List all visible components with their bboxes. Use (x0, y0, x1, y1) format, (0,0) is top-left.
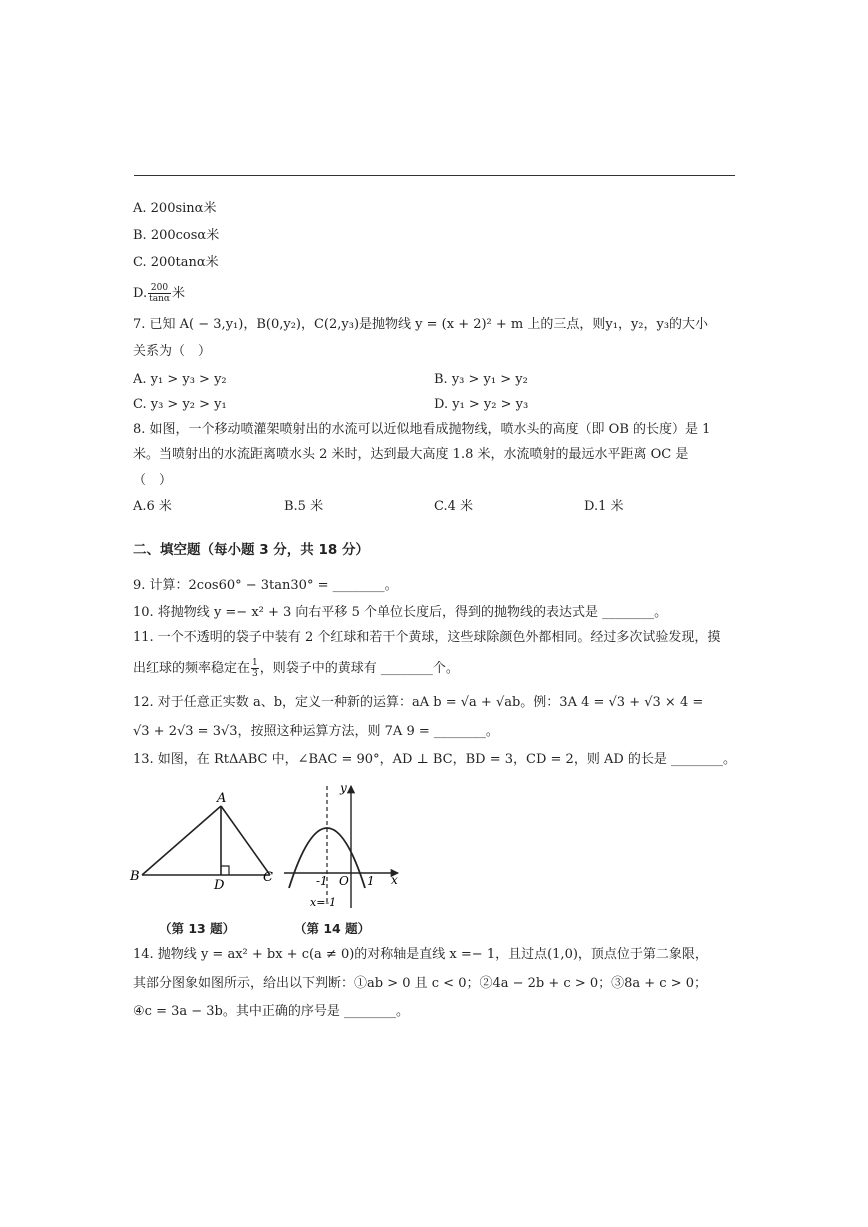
q8-option-c: C.4 米 (434, 499, 474, 514)
q8-option-b: B.5 米 (284, 499, 324, 514)
figure-14-parabola (280, 778, 405, 910)
label-y: y (340, 781, 347, 795)
q8-option-d: D.1 米 (584, 499, 624, 514)
label-d: D (214, 878, 225, 893)
q6-option-b: B. 200cosα米 (133, 228, 220, 243)
q6-option-d (133, 281, 185, 307)
q8-stem-line2: 米。当喷射出的水流距离喷水头 2 米时，达到最大高度 1.8 米，水流喷射的最远水平距离 OC 是 (133, 447, 689, 462)
q13-stem: 13. 如图，在 RtΔABC 中，∠BAC = 90°，AD ⊥ BC，BD = 3，CD = 2，则 AD 的长是 ________。 (133, 752, 737, 767)
label-neg-one: -1 (316, 874, 328, 888)
q6-option-c: C. 200tanα米 (133, 255, 219, 270)
q14-stem-line1: 14. 抛物线 y = ax² + bx + c(a ≠ 0)的对称轴是直线 x =− 1，且过点(1,0)，顶点位于第二象限， (133, 947, 708, 962)
header-rule (134, 175, 735, 176)
q6-option-a: A. 200sinα米 (133, 201, 217, 216)
q6-d-denominator: tanα (149, 294, 170, 304)
q11-line2-suffix: ，则袋子中的黄球有 ________个。 (259, 661, 459, 676)
q11-stem-line1: 11. 一个不透明的袋子中装有 2 个红球和若干个黄球，这些球除颜色外都相同。经过多次试验发现，摸 (133, 630, 721, 645)
q10-stem: 10. 将抛物线 y =− x² + 3 向右平移 5 个单位长度后，得到的抛物线的表达式是 ________。 (133, 605, 668, 620)
q12-stem-line2: √3 + 2√3 = 3√3，按照这种运算方法，则 7A 9 = ________。 (133, 724, 499, 739)
q6-d-suffix: 米 (171, 286, 185, 301)
q11-frac-denominator: 3 (252, 669, 258, 679)
figure-14-caption: （第 14 题） (294, 921, 371, 936)
q11-stem-line2 (133, 656, 459, 682)
q14-stem-line2: 其部分图象如图所示，给出以下判断：①ab > 0 且 c < 0；②4a − 2b + c > 0；③8a + c > 0； (133, 976, 707, 991)
section-heading: 二、填空题（每小题 3 分，共 18 分） (133, 542, 369, 558)
q11-frac-numerator: 1 (252, 658, 258, 668)
figure-13-caption: （第 13 题） (159, 921, 236, 936)
q8-option-a: A.6 米 (133, 499, 172, 514)
label-one: 1 (367, 874, 375, 888)
segment-ab (142, 806, 221, 875)
figure-13-triangle (128, 790, 278, 900)
label-a: A (217, 791, 227, 806)
q7-option-b: B. y₃ > y₁ > y₂ (434, 372, 528, 387)
q8-stem-line1: 8. 如图，一个移动喷灌架喷射出的水流可以近似地看成抛物线，喷水头的高度（即 OB 的长度）是 1 (133, 422, 711, 437)
q11-fraction (251, 658, 259, 679)
q14-stem-line3: ④c = 3a − 3b。其中正确的序号是 ________。 (133, 1004, 409, 1019)
q11-line2-prefix: 出红球的频率稳定在 (133, 661, 251, 676)
label-b: B (130, 869, 140, 884)
q9-stem: 9. 计算：2cos60° − 3tan30° = ________。 (133, 578, 398, 593)
q7-option-c: C. y₃ > y₂ > y₁ (133, 397, 227, 412)
q6-d-prefix: D. (133, 286, 148, 301)
label-symmetry-axis: x=-1 (310, 896, 337, 909)
label-x: x (391, 873, 398, 887)
q7-stem-line1: 7. 已知 A( − 3,y₁)，B(0,y₂)，C(2,y₃)是抛物线 y = (x + 2)² + m 上的三点，则y₁，y₂，y₃的大小 (133, 317, 709, 332)
label-c: C (263, 870, 273, 885)
q12-stem-line1: 12. 对于任意正实数 a、b，定义一种新的运算：aA b = √a + √ab。例：3A 4 = √3 + √3 × 4 = (133, 695, 704, 710)
q7-option-a: A. y₁ > y₃ > y₂ (133, 372, 227, 387)
segment-ac (221, 806, 270, 875)
q6-d-numerator: 200 (148, 283, 171, 294)
q7-option-d: D. y₁ > y₂ > y₃ (434, 397, 529, 412)
label-origin: O (339, 874, 349, 888)
q8-stem-line3: （ ） (133, 473, 173, 488)
right-angle-mark (221, 866, 229, 875)
q7-stem-line2: 关系为（ ） (133, 344, 212, 359)
q6-d-fraction (148, 283, 171, 304)
